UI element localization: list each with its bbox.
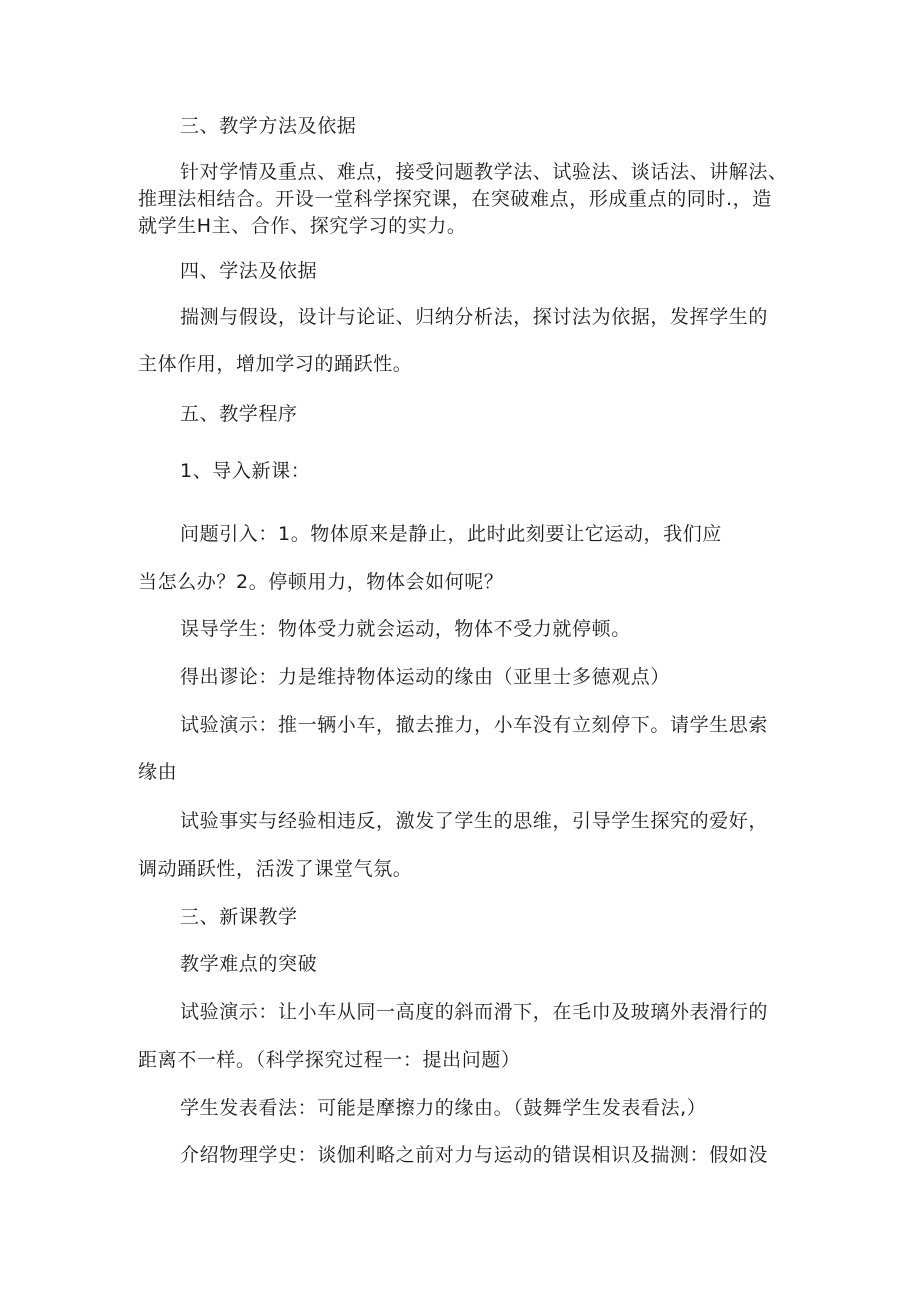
heading-study-methods: 四、学法及依据 xyxy=(180,260,318,282)
paragraph-line: 针对学情及重点、难点，接受问题教学法、试验法、谈话法、讲解法、 xyxy=(180,161,788,183)
heading-new-lesson: 三、新课教学 xyxy=(180,906,298,928)
paragraph-line: 缘由 xyxy=(138,761,178,783)
paragraph-line: 误导学生：物体受力就会运动，物体不受力就停顿。 xyxy=(180,618,631,640)
paragraph-line: 距离不一样。（科学探究过程一：提出问题） xyxy=(138,1049,521,1071)
paragraph-line: 试验演示：让小车从同一高度的斜而滑下，在毛巾及玻璃外表滑行的 xyxy=(180,1001,769,1023)
heading-teaching-procedure: 五、教学程序 xyxy=(180,403,298,425)
paragraph-line: 当怎么办？2。停顿用力，物体会如何呢？ xyxy=(138,571,504,593)
subheading-difficulty: 教学难点的突破 xyxy=(180,953,318,975)
heading-teaching-methods: 三、教学方法及依据 xyxy=(180,115,357,137)
paragraph-line: 推理法相结合。开设一堂科学探究课，在突破难点，形成重点的同时.，造 xyxy=(138,188,772,210)
paragraph-line: 得出谬论：力是维持物体运动的缘由（亚里士多德观点） xyxy=(180,666,671,688)
paragraph-line: 介绍物理学史：谈伽利略之前对力与运动的错误相识及揣测：假如没 xyxy=(180,1144,769,1166)
paragraph-line: 主体作用，增加学习的踊跃性。 xyxy=(138,353,413,375)
paragraph-line: 揣测与假设，设计与论证、归纳分析法，探讨法为依据，发挥学生的 xyxy=(180,306,769,328)
paragraph-line: 试验事实与经验相违反，激发了学生的思维，引导学生探究的爱好， xyxy=(180,810,769,832)
paragraph-line: 就学生H主、合作、探究学习的实力。 xyxy=(138,215,467,237)
paragraph-line: 调动踊跃性，活泼了课堂气氛。 xyxy=(138,858,413,880)
paragraph-line: 问题引入：1。物体原来是静止，此时此刻要让它运动，我们应 xyxy=(180,523,722,545)
heading-introduce-lesson: 1、导入新课： xyxy=(180,460,311,482)
paragraph-line: 学生发表看法：可能是摩擦力的缘由。（鼓舞学生发表看法,） xyxy=(180,1097,707,1119)
paragraph-line: 试验演示：推一辆小车，撤去推力，小车没有立刻停下。请学生思索 xyxy=(180,714,769,736)
